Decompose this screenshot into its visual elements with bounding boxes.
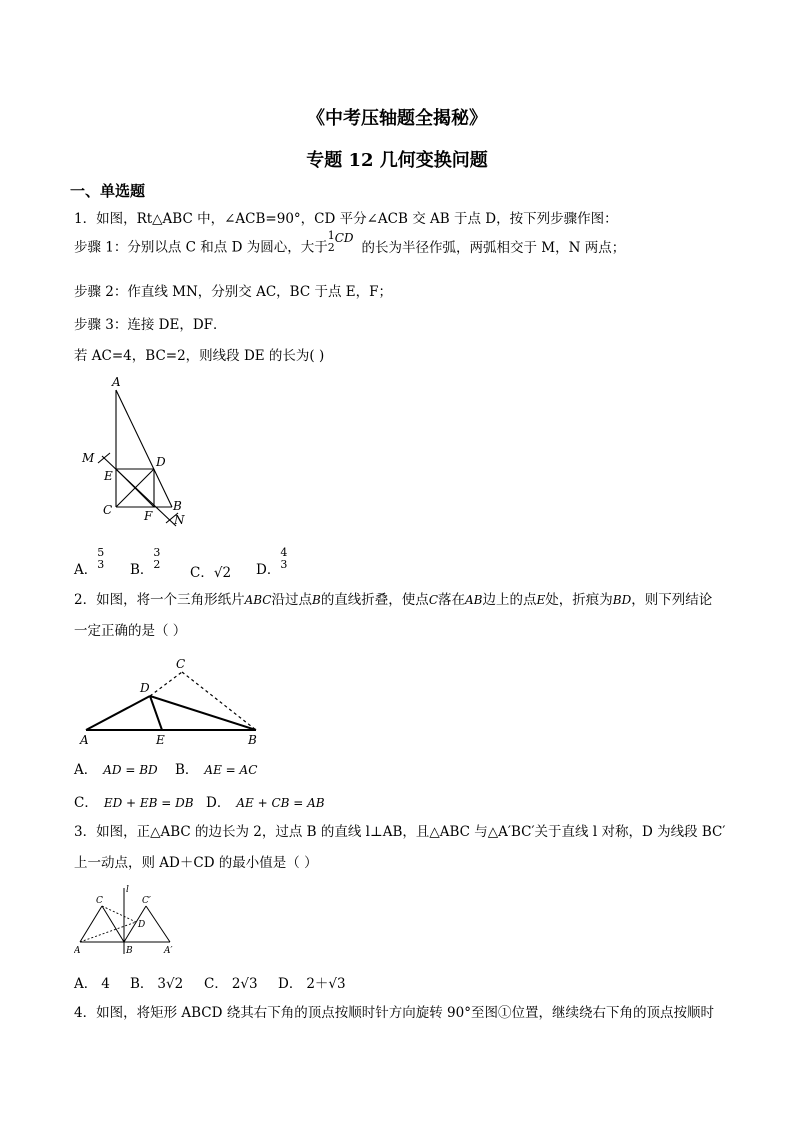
q2-option-d: [206, 791, 325, 811]
q2-text: ，则下列结论: [631, 592, 713, 608]
option-expression: AE = AC: [204, 763, 258, 777]
label-c: C: [96, 896, 103, 906]
segment-de: [150, 696, 162, 730]
q1-option-d: [256, 545, 288, 578]
q1-step1-text-b: 的长为半径作弧，两弧相交于 M，N 两点；: [361, 239, 626, 256]
q1-step1: [74, 229, 626, 260]
series-title: 《中考压轴题全揭秘》: [307, 108, 487, 129]
q2-math-ab: AB: [465, 593, 483, 607]
option-letter: C．: [74, 795, 98, 811]
q1-stem: 1．如图，Rt△ABC 中，∠ACB=90°，CD 平分∠ACB 交 AB 于点 D，按下列步骤作图：: [74, 211, 618, 227]
q1-step3: 步骤 3：连接 DE，DF．: [74, 317, 227, 333]
segment-db: [150, 696, 256, 730]
q3-option-a: [74, 972, 110, 992]
q1-option-a: [74, 545, 105, 578]
label-b: B: [248, 733, 257, 747]
label-c-prime: C′: [142, 896, 151, 906]
option-letter: D．: [278, 976, 303, 992]
q2-line1: [74, 591, 712, 609]
option-value: 3√2: [157, 976, 184, 992]
label-f: F: [144, 509, 153, 523]
fraction-denominator: 3: [280, 557, 288, 571]
q1-step2: 步骤 2：作直线 MN，分别交 AC，BC 于点 E，F；: [74, 284, 392, 300]
q2-text: 边上的点: [482, 592, 537, 608]
label-e: E: [104, 469, 113, 483]
q2-option-b: [175, 758, 257, 778]
option-expression: ED + EB = DB: [103, 796, 194, 810]
label-d: D: [156, 455, 166, 469]
label-l: l: [126, 885, 129, 895]
q3-option-b: [130, 972, 183, 992]
option-letter: B．: [130, 976, 154, 992]
segment-ad: [86, 696, 150, 730]
q3-option-d: [278, 972, 346, 992]
q2-text: 落在: [438, 592, 465, 608]
option-letter: C．: [204, 976, 228, 992]
q1-step1-fraction: [328, 230, 335, 254]
q2-math-e: E: [536, 593, 546, 607]
label-a: A: [112, 376, 121, 389]
option-letter: A．: [74, 976, 98, 992]
segment-cb-dashed: [182, 672, 256, 730]
q2-option-a: [74, 758, 158, 778]
option-letter: D．: [256, 562, 281, 578]
q2-text: 处，折痕为: [545, 592, 613, 608]
q2-math-abc: ABC: [244, 593, 272, 607]
segment-ab: [116, 390, 172, 507]
q2-math-b: B: [311, 593, 321, 607]
section-heading: 一、单选题: [70, 182, 146, 200]
topic-title: 专题 12 几何变换问题: [306, 150, 488, 171]
fraction-numerator: 4: [280, 545, 288, 559]
q2-text: 沿过点: [271, 592, 312, 608]
q3-figure: [74, 882, 184, 958]
q2-math-bd: BD: [612, 593, 632, 607]
q4-line1: 4．如图，将矩形 ABCD 绕其右下角的顶点按顺时针方向旋转 90°至图①位置，继续绕右下角的顶点按顺时: [74, 1005, 714, 1021]
label-c: C: [103, 503, 113, 517]
option-expression: AE + CB = AB: [236, 796, 325, 810]
segment-dc-dashed: [150, 672, 182, 696]
label-d: D: [140, 681, 150, 695]
label-a: A: [80, 733, 89, 747]
fraction-numerator: 5: [97, 545, 105, 559]
fraction-numerator: 1: [327, 229, 335, 242]
q1-step1-text-a: 步骤 1：分别以点 C 和点 D 为圆心，大于: [74, 239, 328, 256]
option-letter: C．: [190, 565, 214, 581]
option-value: √2: [213, 565, 232, 581]
q1-figure: [76, 376, 196, 532]
q3-option-c: [204, 972, 258, 992]
q1-question: 若 AC=4，BC=2，则线段 DE 的长为( ): [74, 348, 325, 364]
q2-text: 的直线折叠，使点: [320, 592, 429, 608]
q1-option-c: [190, 561, 231, 581]
option-letter: A．: [74, 562, 98, 578]
option-fraction: [280, 547, 287, 571]
option-value: 2√3: [231, 976, 258, 992]
option-letter: B．: [130, 562, 154, 578]
q2-math-c: C: [428, 593, 438, 607]
option-letter: B．: [175, 762, 199, 778]
fraction-denominator: 3: [97, 557, 105, 571]
option-fraction: [153, 547, 160, 571]
label-b: B: [173, 499, 182, 513]
label-a: A: [74, 946, 81, 956]
q3-line1: 3．如图，正△ABC 的边长为 2，过点 B 的直线 l⊥AB，且△ABC 与△A′BC′关于直线 l 对称，D 为线段 BC′: [74, 824, 726, 840]
q2-text: 2．如图，将一个三角形纸片: [74, 592, 245, 608]
label-a-prime: A′: [164, 946, 173, 956]
q2-line2: 一定正确的是（ ）: [74, 623, 187, 639]
segment-c2a2: [146, 906, 170, 942]
option-fraction: [97, 547, 104, 571]
label-c: C: [176, 657, 186, 671]
q2-option-c: [74, 791, 194, 811]
segment-ac: [80, 906, 102, 942]
q2-figure: [76, 654, 276, 750]
fraction-denominator: 2: [327, 241, 335, 254]
option-letter: A．: [74, 762, 98, 778]
q1-step1-cd: CD: [334, 230, 354, 245]
label-n: N: [174, 513, 185, 527]
segment-ad-dashed: [80, 922, 136, 942]
q3-line2: 上一动点，则 AD＋CD 的最小值是（ ）: [74, 855, 318, 871]
label-m: M: [82, 451, 95, 465]
option-value: 4: [101, 976, 110, 992]
option-expression: AD = BD: [103, 763, 158, 777]
label-e: E: [156, 733, 165, 747]
q1-option-b: [130, 545, 161, 578]
option-value: 2＋√3: [306, 976, 346, 992]
fraction-numerator: 3: [153, 545, 161, 559]
fraction-denominator: 2: [153, 557, 161, 571]
label-b: B: [126, 946, 133, 956]
label-d: D: [138, 920, 146, 930]
option-letter: D．: [206, 795, 231, 811]
